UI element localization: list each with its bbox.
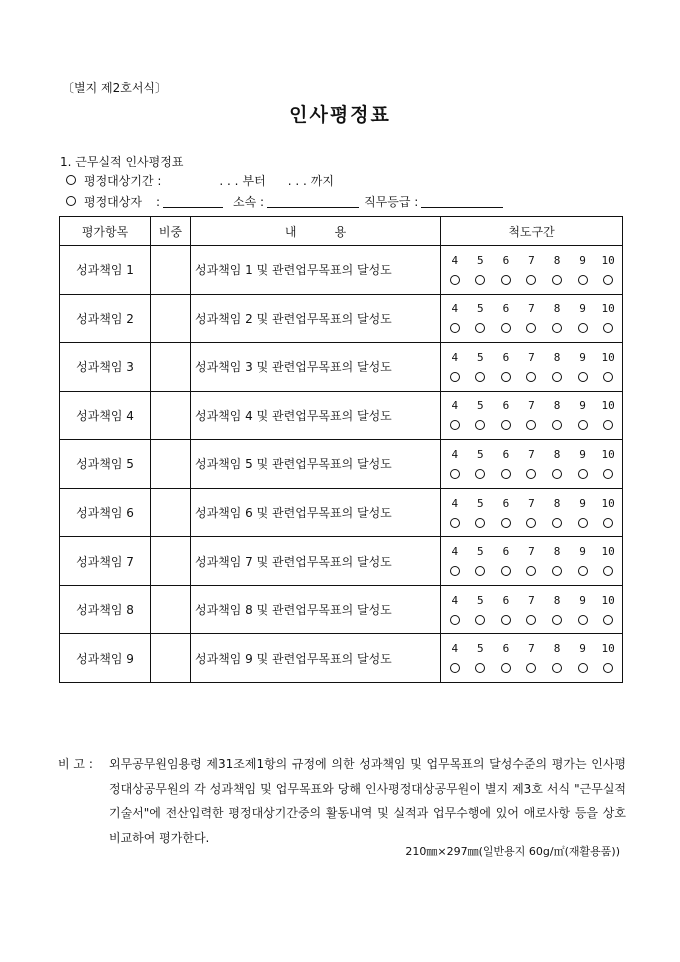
scale-radio-circle-icon[interactable]: [552, 663, 562, 673]
target-name-field[interactable]: [163, 195, 223, 208]
scale-value: 6: [502, 399, 510, 413]
scale-radio-circle-icon[interactable]: [501, 469, 511, 479]
target-label: 평정대상자: [84, 195, 142, 209]
scale-radio-circle-icon[interactable]: [475, 323, 485, 333]
scale-radio-circle-icon[interactable]: [578, 518, 588, 528]
scale-radio-circle-icon[interactable]: [603, 323, 613, 333]
scale-value: 5: [477, 350, 484, 364]
form-number-label: 〔별지 제2호서식〕: [62, 81, 168, 95]
section-heading: 1. 근무실적 인사평정표: [60, 155, 184, 169]
scale-radio-circle-icon[interactable]: [552, 615, 562, 625]
scale-radio-circle-icon[interactable]: [578, 663, 588, 673]
scale-radio-circle-icon[interactable]: [450, 469, 460, 479]
scale-value: 6: [502, 447, 510, 461]
scale-radio-circle-icon[interactable]: [552, 275, 562, 285]
row-content-text: 성과책임 6 및 관련업무목표의 달성도: [191, 488, 441, 537]
scale-radio-circle-icon[interactable]: [501, 372, 511, 382]
scale-value: 10: [601, 399, 615, 413]
scale-radio-circle-icon[interactable]: [475, 469, 485, 479]
scale-radio-circle-icon[interactable]: [603, 420, 613, 430]
scale-value: 8: [553, 302, 561, 316]
row-content-text: 성과책임 7 및 관련업무목표의 달성도: [191, 537, 441, 586]
scale-value: 9: [579, 545, 586, 559]
scale-value: 6: [502, 253, 510, 267]
row-scale-cell: [441, 585, 623, 634]
row-item-label: 성과책임 5: [60, 440, 151, 489]
scale-radio-circle-icon[interactable]: [475, 518, 485, 528]
scale-radio-circle-icon[interactable]: [475, 615, 485, 625]
row-scale-cell: [441, 537, 623, 586]
row-scale-cell: [441, 343, 623, 392]
target-colon: :: [155, 195, 161, 209]
row-scale-cell: [441, 294, 623, 343]
header-weight: 비중: [151, 217, 191, 246]
scale-value: 4: [451, 253, 459, 267]
scale-radio-circle-icon[interactable]: [501, 420, 511, 430]
scale-radio-circle-icon[interactable]: [578, 275, 588, 285]
scale-value: 4: [451, 642, 459, 656]
scale-radio-circle-icon[interactable]: [578, 615, 588, 625]
scale-radio-circle-icon[interactable]: [526, 323, 536, 333]
scale-radio-circle-icon[interactable]: [603, 518, 613, 528]
remarks-label: 비 고 :: [58, 757, 93, 771]
scale-radio-circle-icon[interactable]: [475, 566, 485, 576]
period-to-dots[interactable]: . . .: [287, 174, 307, 188]
row-item-label: 성과책임 4: [60, 391, 151, 440]
scale-value: 7: [528, 253, 535, 267]
scale-value: 6: [502, 350, 510, 364]
scale-radio-circle-icon[interactable]: [526, 663, 536, 673]
scale-radio-circle-icon[interactable]: [578, 372, 588, 382]
row-weight-cell[interactable]: [151, 537, 191, 586]
table-row: [60, 585, 623, 634]
scale-value: 8: [553, 593, 561, 607]
table-row: [60, 634, 623, 683]
scale-radio-circle-icon[interactable]: [450, 663, 460, 673]
period-label: 평정대상기간 :: [84, 174, 162, 188]
scale-radio-circle-icon[interactable]: [501, 615, 511, 625]
remarks: [58, 752, 626, 850]
scale-value: 7: [528, 642, 535, 656]
scale-value: 7: [528, 447, 535, 461]
row-content-text: 성과책임 8 및 관련업무목표의 달성도: [191, 585, 441, 634]
affiliation-label: 소속 :: [233, 195, 265, 209]
scale-radio-circle-icon[interactable]: [603, 469, 613, 479]
scale-radio-circle-icon[interactable]: [450, 275, 460, 285]
scale-radio-circle-icon[interactable]: [450, 323, 460, 333]
period-to-label: 까지: [310, 174, 334, 188]
evaluation-table: [59, 216, 623, 683]
row-item-label: 성과책임 1: [60, 246, 151, 295]
row-weight-cell[interactable]: [151, 488, 191, 537]
table-header-row: [60, 217, 623, 246]
scale-radio-circle-icon[interactable]: [552, 518, 562, 528]
scale-radio-circle-icon[interactable]: [526, 469, 536, 479]
period-from-dots[interactable]: . . .: [219, 174, 239, 188]
row-content-text: 성과책임 9 및 관련업무목표의 달성도: [191, 634, 441, 683]
row-content-text: 성과책임 5 및 관련업무목표의 달성도: [191, 440, 441, 489]
scale-value: 7: [528, 593, 535, 607]
scale-radio-circle-icon[interactable]: [450, 518, 460, 528]
scale-value: 7: [528, 496, 535, 510]
scale-radio-circle-icon[interactable]: [501, 663, 511, 673]
scale-radio-circle-icon[interactable]: [501, 323, 511, 333]
scale-radio-circle-icon[interactable]: [450, 420, 460, 430]
row-item-label: 성과책임 8: [60, 585, 151, 634]
scale-radio-circle-icon[interactable]: [552, 372, 562, 382]
scale-value: 8: [553, 447, 561, 461]
scale-value: 10: [601, 642, 615, 656]
scale-radio-circle-icon[interactable]: [578, 420, 588, 430]
scale-radio-circle-icon[interactable]: [552, 469, 562, 479]
scale-value: 4: [451, 302, 459, 316]
scale-radio-circle-icon[interactable]: [526, 275, 536, 285]
scale-radio-circle-icon[interactable]: [603, 275, 613, 285]
scale-radio-circle-icon[interactable]: [501, 275, 511, 285]
scale-value: 5: [477, 545, 484, 559]
row-scale-cell: [441, 246, 623, 295]
document-title: 인사평정표: [289, 104, 391, 126]
scale-radio-circle-icon[interactable]: [450, 566, 460, 576]
scale-radio-circle-icon[interactable]: [475, 275, 485, 285]
scale-radio-circle-icon[interactable]: [603, 372, 613, 382]
scale-value: 4: [451, 545, 459, 559]
scale-value: 5: [477, 642, 484, 656]
grade-field[interactable]: [421, 195, 503, 208]
paper-spec-footer: 210㎜×297㎜(일반용지 60g/㎡(재활용품)): [405, 845, 620, 858]
scale-value: 5: [477, 447, 484, 461]
scale-value: 6: [502, 496, 510, 510]
scale-value: 5: [477, 496, 484, 510]
table-row: [60, 440, 623, 489]
row-content-text: 성과책임 2 및 관련업무목표의 달성도: [191, 294, 441, 343]
scale-value: 8: [553, 253, 561, 267]
scale-value: 8: [553, 350, 561, 364]
table-row: [60, 246, 623, 295]
scale-radio-circle-icon[interactable]: [475, 372, 485, 382]
row-content-text: 성과책임 4 및 관련업무목표의 달성도: [191, 391, 441, 440]
scale-value: 10: [601, 302, 615, 316]
row-content-text: 성과책임 3 및 관련업무목표의 달성도: [191, 343, 441, 392]
scale-value: 5: [477, 302, 484, 316]
table-row: [60, 343, 623, 392]
scale-value: 9: [579, 350, 586, 364]
scale-radio-circle-icon[interactable]: [450, 615, 460, 625]
row-weight-cell[interactable]: [151, 391, 191, 440]
scale-value: 4: [451, 593, 459, 607]
scale-radio-circle-icon[interactable]: [526, 615, 536, 625]
table-row: [60, 294, 623, 343]
table-row: [60, 391, 623, 440]
scale-radio-circle-icon[interactable]: [526, 372, 536, 382]
row-content-text: 성과책임 1 및 관련업무목표의 달성도: [191, 246, 441, 295]
scale-value: 8: [553, 545, 561, 559]
scale-value: 9: [579, 642, 586, 656]
scale-value: 4: [451, 350, 459, 364]
row-weight-cell[interactable]: [151, 634, 191, 683]
scale-radio-circle-icon[interactable]: [526, 518, 536, 528]
scale-radio-circle-icon[interactable]: [450, 372, 460, 382]
row-item-label: 성과책임 3: [60, 343, 151, 392]
row-weight-cell[interactable]: [151, 440, 191, 489]
scale-value: 6: [502, 302, 510, 316]
row-scale-cell: [441, 488, 623, 537]
header-scale: 척도구간: [441, 217, 623, 246]
row-weight-cell[interactable]: [151, 343, 191, 392]
scale-value: 8: [553, 399, 561, 413]
remarks-text: 외무공무원임용령 제31조제1항의 규정에 의한 성과책임 및 업무목표의 달성수준의 평가는 인사평정대상공무원의 각 성과책임 및 업무목표와 당해 인사평정대상공무원이 별지 제3호 서식 "근무실적기술서"에 전산입력한 평정대상기간중의 활동내역 및 실적과 업무수행에 있어 애로사항 등을 상호 비교하여 평가한다.: [109, 757, 626, 845]
scale-radio-circle-icon[interactable]: [501, 518, 511, 528]
period-from-label: 부터: [242, 174, 266, 188]
scale-radio-circle-icon[interactable]: [475, 663, 485, 673]
scale-value: 10: [601, 593, 615, 607]
table-row: [60, 537, 623, 586]
scale-value: 4: [451, 399, 459, 413]
scale-radio-circle-icon[interactable]: [526, 420, 536, 430]
scale-radio-circle-icon[interactable]: [578, 469, 588, 479]
scale-value: 7: [528, 350, 535, 364]
row-item-label: 성과책임 7: [60, 537, 151, 586]
scale-radio-circle-icon[interactable]: [603, 663, 613, 673]
scale-value: 10: [601, 496, 615, 510]
grade-label: 직무등급 :: [364, 195, 419, 209]
scale-value: 10: [601, 350, 615, 364]
header-item: 평가항목: [60, 217, 151, 246]
row-weight-cell[interactable]: [151, 246, 191, 295]
scale-value: 10: [601, 545, 615, 559]
scale-value: 8: [553, 496, 561, 510]
scale-radio-circle-icon[interactable]: [603, 615, 613, 625]
scale-value: 9: [579, 253, 586, 267]
scale-value: 6: [502, 545, 510, 559]
scale-radio-circle-icon[interactable]: [526, 566, 536, 576]
scale-value: 7: [528, 545, 535, 559]
scale-radio-circle-icon[interactable]: [578, 323, 588, 333]
affiliation-field[interactable]: [267, 195, 359, 208]
scale-value: 9: [579, 302, 586, 316]
scale-radio-circle-icon[interactable]: [578, 566, 588, 576]
scale-value: 10: [601, 447, 615, 461]
header-content: 내 용: [191, 217, 441, 246]
scale-radio-circle-icon[interactable]: [501, 566, 511, 576]
scale-value: 5: [477, 253, 484, 267]
scale-value: 6: [502, 642, 510, 656]
table-row: [60, 488, 623, 537]
scale-value: 7: [528, 302, 535, 316]
scale-value: 7: [528, 399, 535, 413]
scale-radio-circle-icon[interactable]: [552, 420, 562, 430]
row-item-label: 성과책임 9: [60, 634, 151, 683]
bullet-circle-icon: [66, 175, 76, 185]
row-scale-cell: [441, 391, 623, 440]
scale-value: 8: [553, 642, 561, 656]
row-weight-cell[interactable]: [151, 585, 191, 634]
scale-radio-circle-icon[interactable]: [552, 323, 562, 333]
scale-value: 4: [451, 447, 459, 461]
scale-radio-circle-icon[interactable]: [475, 420, 485, 430]
scale-value: 9: [579, 593, 586, 607]
table-body: [60, 246, 623, 683]
scale-value: 5: [477, 593, 484, 607]
scale-value: 9: [579, 447, 586, 461]
scale-radio-circle-icon[interactable]: [552, 566, 562, 576]
scale-value: 6: [502, 593, 510, 607]
scale-value: 9: [579, 399, 586, 413]
evaluation-target-row: [66, 193, 503, 210]
scale-radio-circle-icon[interactable]: [603, 566, 613, 576]
row-weight-cell[interactable]: [151, 294, 191, 343]
row-item-label: 성과책임 2: [60, 294, 151, 343]
row-item-label: 성과책임 6: [60, 488, 151, 537]
evaluation-period-row: [66, 172, 334, 189]
scale-value: 4: [451, 496, 459, 510]
bullet-circle-icon: [66, 196, 76, 206]
row-scale-cell: [441, 634, 623, 683]
scale-value: 5: [477, 399, 484, 413]
scale-value: 9: [579, 496, 586, 510]
row-scale-cell: [441, 440, 623, 489]
scale-value: 10: [601, 253, 615, 267]
